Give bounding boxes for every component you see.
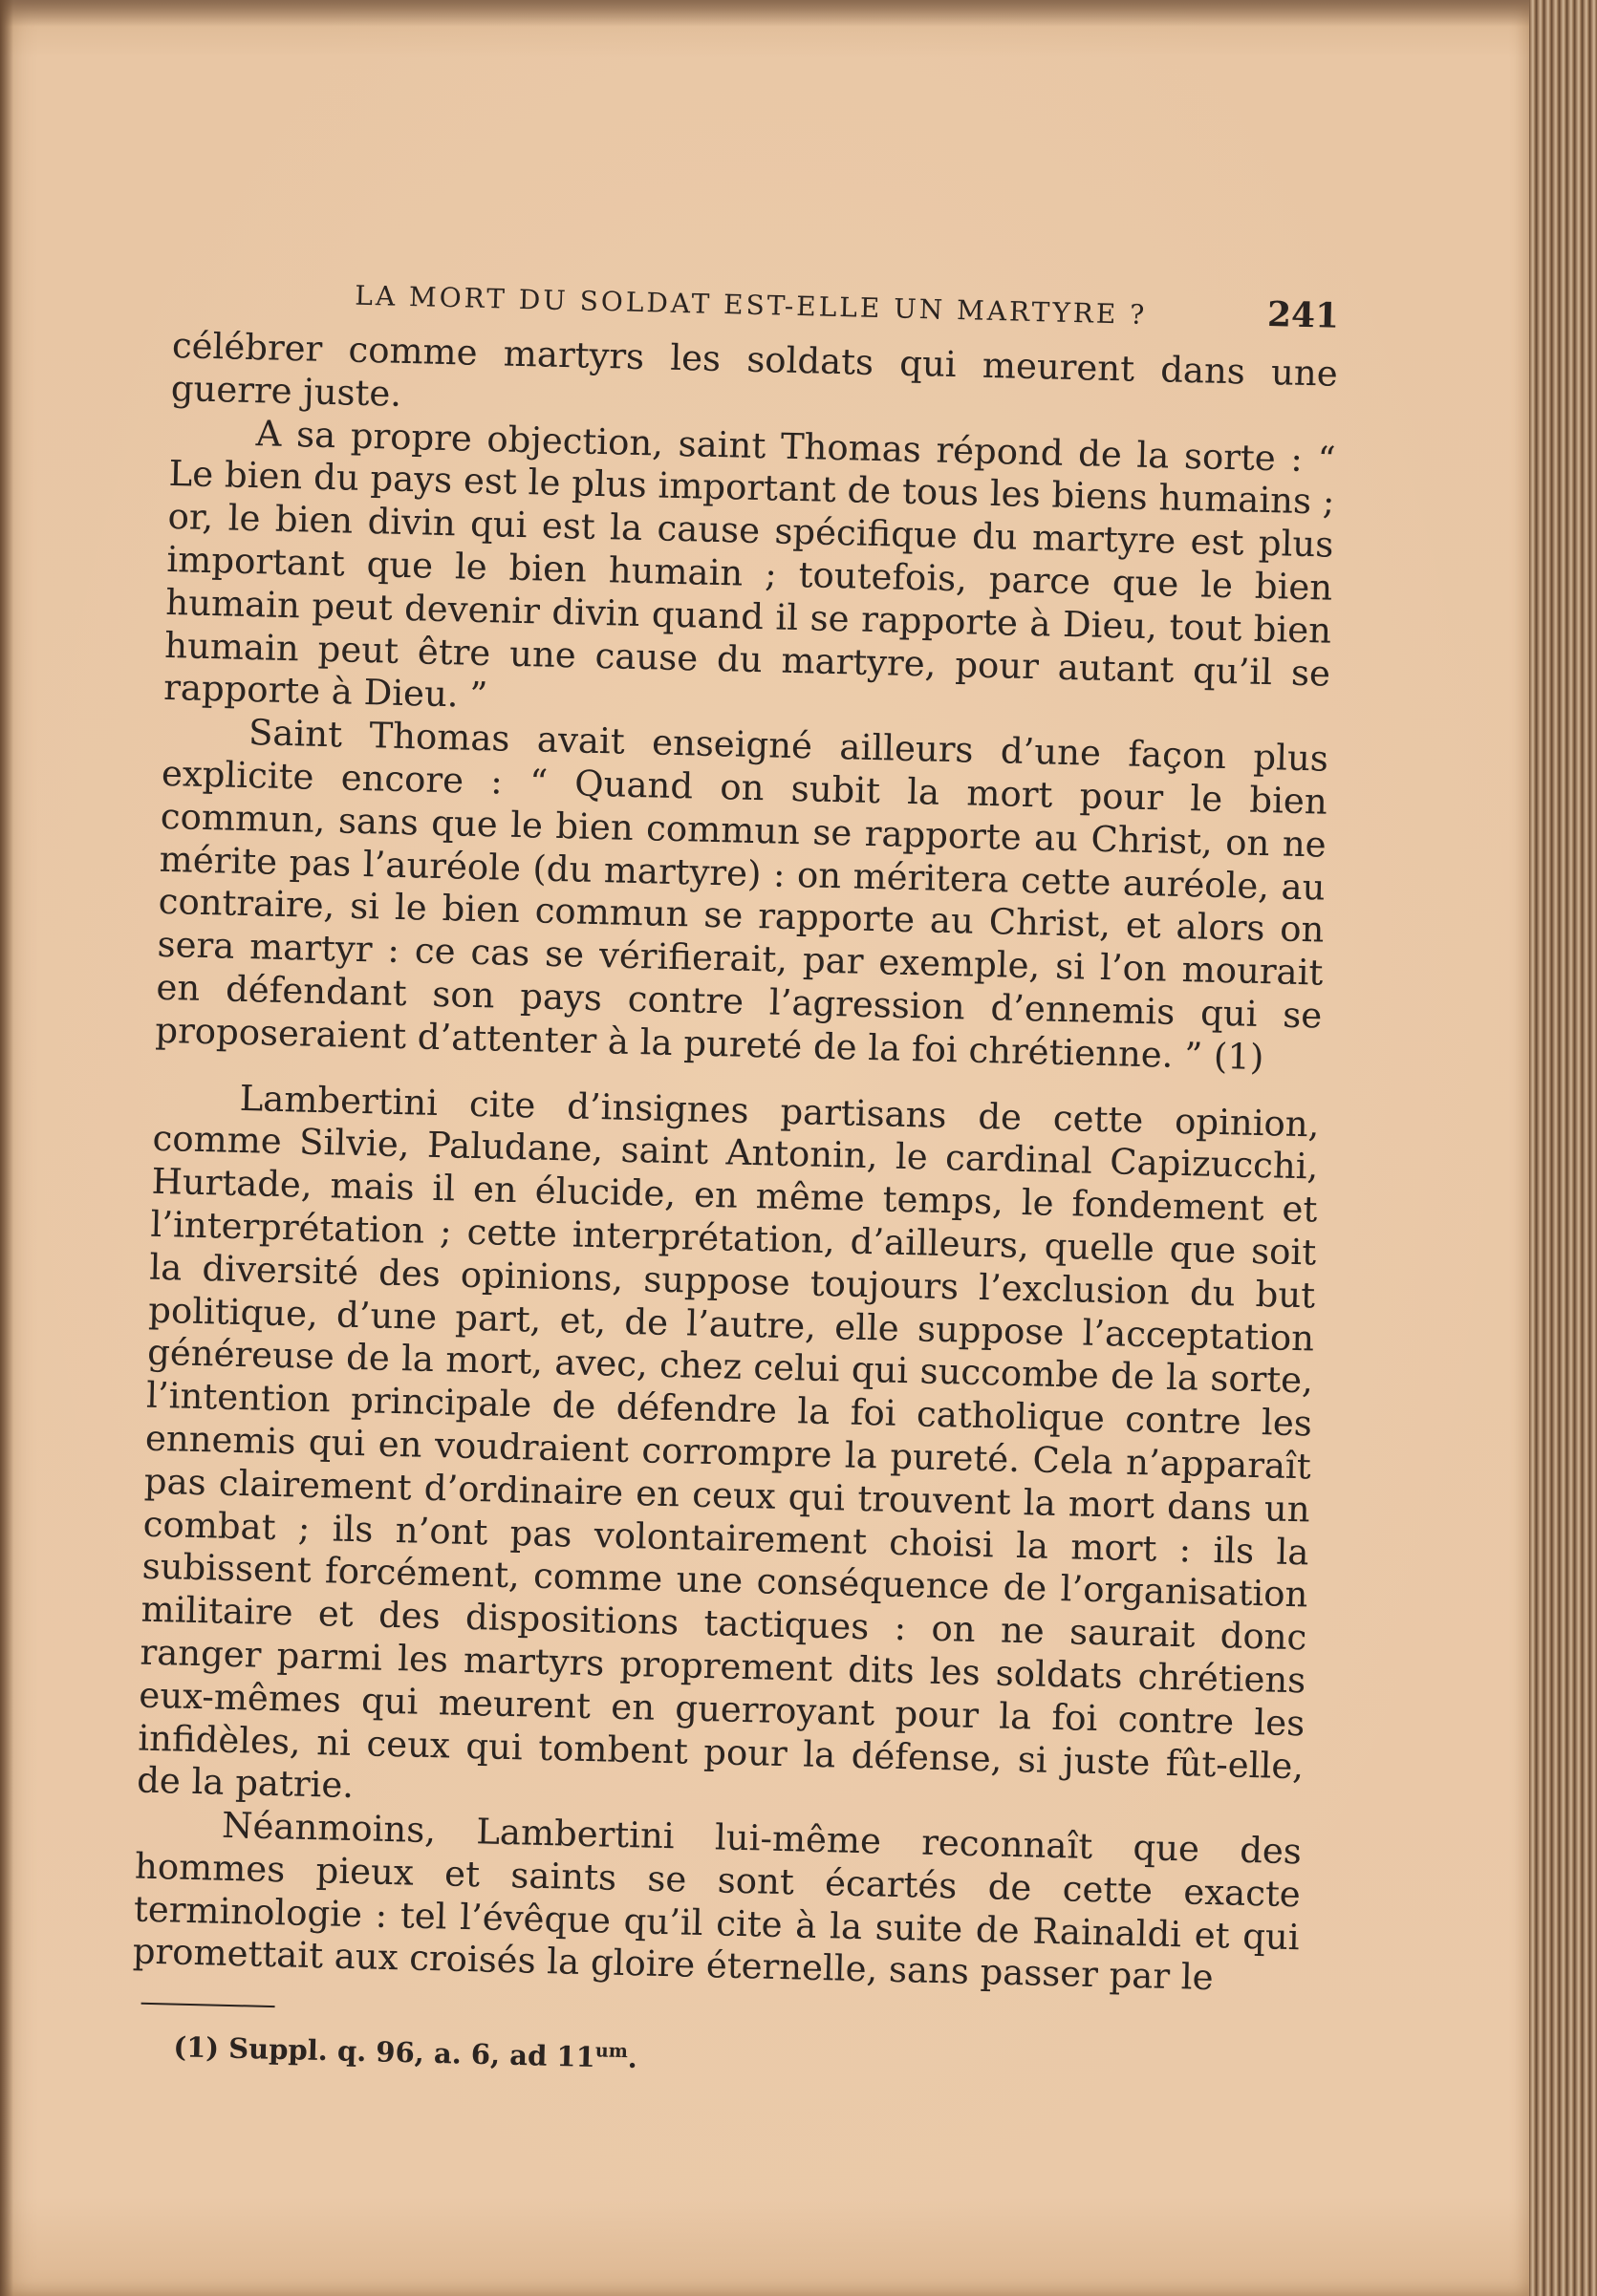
page-top-shadow <box>0 0 1529 27</box>
footnote-superscript: um <box>594 2040 629 2063</box>
paragraph-objection-reply: A sa propre objection, saint Thomas répond de la sorte : “ Le bien du pays est le plus important de tous les biens humains ; or, le bien divin qui est la cause spécifique du martyre est plus important que le bien humain ; toutefois, parce que le bien humain peut devenir divin quand il se rapporte à Dieu, tout bien humain peut être une cause du martyre, pour autant qu’il se rapporte à Dieu. ” <box>162 412 1336 717</box>
page-gutter-shadow <box>0 0 13 2296</box>
text-block <box>130 268 1340 2091</box>
footnote-rule <box>141 2003 275 2007</box>
page-stack-edge <box>1529 0 1597 2296</box>
paragraph-lambertini: Lambertini cite d’insignes partisans de cette opinion, comme Silvie, Paludane, saint Antonin, le cardinal Capizucchi, Hurtade, mais il en élucide, en même temps, le fondement et l’interprétation ; cette interprétation, d’ailleurs, quelle que soit la diversité des opinions, suppose toujours l’exclusion du but politique, d’une part, et, de l’autre, elle suppose l’acceptation généreuse de la mort, avec, chez celui qui succombe de la sorte, l’intention principale de défendre la foi catholique contre les ennemis qui en voudraient corrompre la pureté. Cela n’apparaît pas clairement d’ordinaire en ceux qui trouvent la mort dans un combat ; ils n’ont pas volontairement choisi la mort : ils la subissent forcément, comme une conséquence de l’organisation militaire et des dispositions tactiques : on ne saurait donc ranger parmi les martyrs proprement dits les soldats chrétiens eux-mêmes qui meurent en guerroyant pour la foi contre les infidèles, ni ceux qui tombent pour la défense, si juste fût-elle, de la patrie. <box>136 1077 1320 1807</box>
footnote-trailing: . <box>627 2042 638 2075</box>
running-title: LA MORT DU SOLDAT EST-ELLE UN MARTYRE ? <box>354 279 1148 331</box>
footnote-text: (1) Suppl. q. 96, a. 6, ad 11 <box>173 2030 596 2074</box>
paragraph-continuation: célébrer comme martyrs les soldats qui meurent dans une guerre juste. <box>170 324 1339 415</box>
page-number: 241 <box>1266 293 1340 336</box>
paragraph-neanmoins: Néanmoins, Lambertini lui-même reconnaît que des hommes pieux et saints se sont écartés de cette exacte terminologie : tel l’évêque qu’il cite à la suite de Rainaldi et qui promettait aux croisés la gloire éternelle, sans passer par le <box>132 1804 1303 1999</box>
footnote <box>173 2030 1296 2091</box>
body-text <box>132 325 1338 2003</box>
paragraph-thomas-quote: Saint Thomas avait enseigné ailleurs d’une façon plus explicite encore : “ Quand on subit la mort pour le bien commun, sans que le bien commun se rapporte au Christ, on ne mérite pas l’auréole (du martyre) : on méritera cette auréole, au contraire, si le bien commun se rapporte au Christ, et alors on sera martyr : ce cas se vérifierait, par exemple, si l’on mourait en défendant son pays contre l’agression d’ennemis qui se proposeraient d’attenter à la pureté de la foi chrétienne. ” (1) <box>154 712 1329 1078</box>
